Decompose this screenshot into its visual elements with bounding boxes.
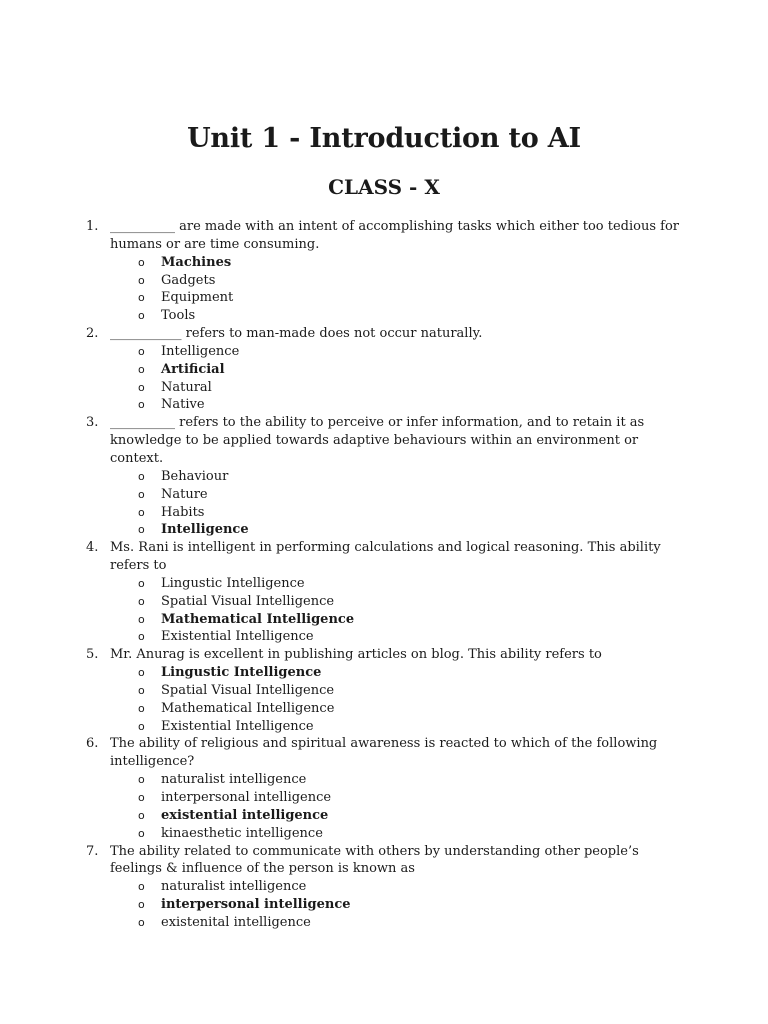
circle-bullet-icon: o (138, 773, 145, 787)
circle-bullet-icon: o (138, 683, 145, 697)
circle-bullet-icon: o (138, 362, 145, 376)
question-text: ___________ refers to man-made does not occur naturally. (110, 326, 483, 342)
question-text: The ability related to communicate with others by understanding other people’s feelings & influence of the person is known as (110, 843, 639, 877)
option-label: Lingustic Intelligence (161, 665, 322, 681)
option-label: naturalist intelligence (161, 879, 307, 895)
option-label: Intelligence (161, 343, 240, 359)
option-label: existential intelligence (161, 807, 329, 823)
circle-bullet-icon: o (138, 915, 145, 929)
question-text: __________ refers to the ability to perceive or infer information, and to retain it as knowledge to be applied towards adaptive behaviours within an environment or context. (110, 415, 645, 466)
option-label: Mathematical Intelligence (161, 700, 335, 716)
option-item (138, 682, 690, 700)
option-label: Spatial Visual Intelligence (161, 682, 335, 698)
option-list (110, 771, 690, 842)
question-text: Mr. Anurag is excellent in publishing articles on blog. This ability refers to (110, 647, 602, 663)
question-text: The ability of religious and spiritual awareness is reacted to which of the following intelligence? (110, 736, 658, 770)
option-list (110, 575, 690, 646)
circle-bullet-icon: o (138, 666, 145, 680)
option-label: interpersonal intelligence (161, 897, 351, 913)
question-number: 1. (86, 219, 99, 234)
question-number: 4. (86, 540, 99, 556)
question-number: 6. (86, 736, 99, 752)
circle-bullet-icon: o (138, 612, 145, 626)
circle-bullet-icon: o (138, 576, 145, 590)
circle-bullet-icon: o (138, 273, 145, 287)
circle-bullet-icon: o (138, 880, 145, 894)
option-item (138, 771, 690, 789)
option-label: interpersonal intelligence (161, 790, 332, 805)
option-label: Nature (161, 486, 208, 502)
option-label: Equipment (161, 290, 234, 306)
option-item (138, 396, 690, 414)
option-label: Existential Intelligence (161, 629, 314, 645)
question-item (86, 646, 690, 735)
question-item (86, 735, 690, 842)
question-text: __________ are made with an intent of accomplishing tasks which either too tedious for humans or are time consuming. (110, 219, 680, 252)
option-item (138, 486, 690, 504)
circle-bullet-icon: o (138, 487, 145, 501)
question-number: 3. (86, 415, 99, 431)
correct-option (138, 611, 690, 629)
option-item (138, 825, 690, 843)
correct-option (138, 807, 690, 825)
option-item (138, 289, 690, 307)
circle-bullet-icon: o (138, 344, 145, 358)
option-list (110, 664, 690, 735)
circle-bullet-icon: o (138, 255, 145, 269)
circle-bullet-icon: o (138, 791, 145, 804)
option-label: Lingustic Intelligence (161, 575, 305, 591)
option-list (110, 254, 690, 325)
circle-bullet-icon: o (138, 701, 145, 715)
option-item (138, 468, 690, 486)
option-label: Tools (161, 308, 196, 324)
option-item (138, 628, 690, 646)
option-item (138, 718, 690, 736)
option-label: Habits (161, 504, 205, 520)
option-label: Machines (161, 254, 232, 270)
option-label: Mathematical Intelligence (161, 611, 355, 627)
correct-option (138, 896, 690, 914)
option-item (138, 504, 690, 522)
option-item (138, 914, 690, 932)
option-label: Native (161, 397, 205, 413)
option-list (110, 878, 690, 932)
option-list (110, 343, 690, 414)
circle-bullet-icon: o (138, 719, 145, 733)
option-item (138, 272, 690, 290)
correct-option (138, 521, 690, 539)
correct-option (138, 254, 690, 272)
circle-bullet-icon: o (138, 808, 145, 822)
option-label: Intelligence (161, 522, 249, 538)
correct-option (138, 664, 690, 682)
option-item (138, 789, 690, 807)
circle-bullet-icon: o (138, 469, 145, 483)
question-list (86, 218, 690, 932)
question-item (86, 325, 690, 414)
question-item (86, 843, 690, 932)
option-label: Gadgets (161, 272, 216, 288)
option-label: existenital intelligence (161, 914, 311, 930)
option-label: naturalist intelligence (161, 772, 307, 788)
option-label: Behaviour (161, 468, 229, 484)
circle-bullet-icon: o (138, 594, 145, 608)
correct-option (138, 361, 690, 379)
option-label: Existential Intelligence (161, 718, 314, 734)
option-label: kinaesthetic intelligence (161, 825, 323, 841)
circle-bullet-icon: o (138, 309, 145, 323)
question-item (86, 414, 690, 539)
question-text: Ms. Rani is intelligent in performing calculations and logical reasoning. This ability refers to (110, 540, 661, 574)
option-item (138, 593, 690, 611)
question-item (86, 218, 690, 325)
question-number: 5. (86, 647, 99, 663)
option-item (138, 379, 690, 397)
page-title: Unit 1 - Introduction to AI (187, 123, 581, 154)
circle-bullet-icon: o (138, 523, 145, 537)
question-item (86, 539, 690, 646)
circle-bullet-icon: o (138, 380, 145, 394)
option-item (138, 700, 690, 718)
question-number: 2. (86, 326, 99, 342)
option-item (138, 343, 690, 361)
option-label: Artificial (161, 361, 225, 377)
circle-bullet-icon: o (138, 898, 145, 912)
option-item (138, 307, 690, 325)
circle-bullet-icon: o (138, 826, 145, 840)
option-item (138, 878, 690, 896)
option-list (110, 468, 690, 539)
option-label: Spatial Visual Intelligence (161, 593, 335, 609)
question-number: 7. (86, 843, 99, 859)
circle-bullet-icon: o (138, 398, 145, 412)
circle-bullet-icon: o (138, 505, 145, 519)
option-item (138, 575, 690, 593)
page-subtitle: CLASS - X (328, 175, 440, 199)
circle-bullet-icon: o (138, 630, 145, 644)
circle-bullet-icon: o (138, 291, 145, 305)
option-label: Natural (161, 379, 212, 395)
